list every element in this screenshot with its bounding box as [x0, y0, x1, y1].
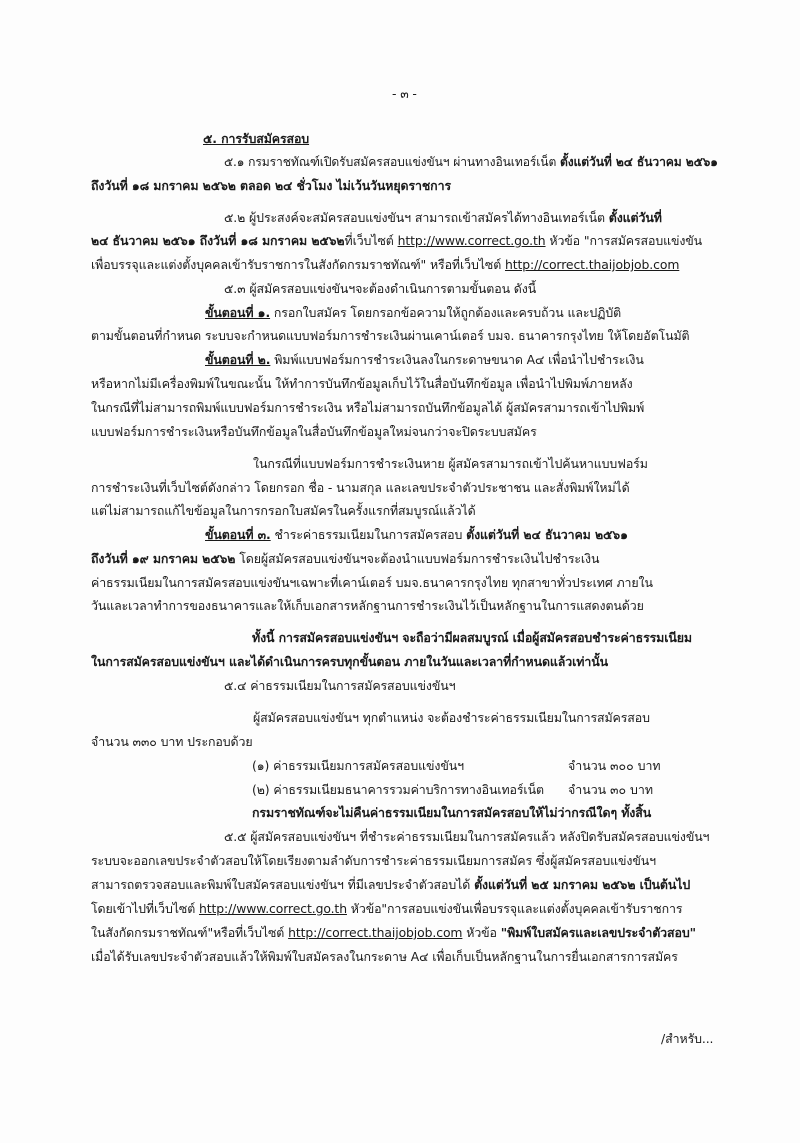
para-5-4-line-2: จำนวน ๓๓๐ บาท ประกอบด้วย — [91, 734, 253, 749]
step-3-line-2 — [91, 551, 599, 567]
fee-item-1-label: (๑) ค่าธรรมเนียมการสมัครสอบแข่งขันฯ — [252, 758, 464, 773]
correct-go-th-link[interactable]: http://www.correct.go.th — [397, 233, 546, 248]
para-5-2-line-2 — [91, 233, 702, 249]
step-1-label: ขั้นตอนที่ ๑. — [205, 305, 271, 320]
para-5-5-line-4 — [91, 901, 682, 917]
correct-go-th-link-2[interactable]: http://www.correct.go.th — [198, 901, 347, 916]
note-line-2: ในการสมัครสอบแข่งขันฯ และได้ดำเนินการครบทุกขั้นตอน ภายในวันและเวลาที่กำหนดแล้วเท่านั้น — [91, 654, 608, 669]
para-5-5-website-label: โดยเข้าไปที่เว็บไซต์ — [91, 901, 199, 916]
thaijobjob-link-2[interactable]: http://correct.thaijobjob.com — [288, 925, 463, 940]
section-title: ๕. การรับสมัครสอบ — [203, 131, 310, 146]
para-5-3-intro: ๕.๓ ผู้สมัครสอบแข่งขันฯจะต้องดำเนินการตามขั้นตอน ดังนี้ — [224, 281, 537, 296]
step-3-label: ขั้นตอนที่ ๓. — [205, 527, 271, 542]
continued-footer: /สำหรับ... — [661, 1031, 714, 1046]
step-3-line-4: วันและเวลาทำการของธนาคารและให้เก็บเอกสารหลักฐานการชำระเงินไว้เป็นหลักฐานในการแสดงตนด้วย — [91, 598, 644, 613]
step-2-line-1 — [205, 352, 644, 368]
para-5-1-date: ตั้งแต่วันที่ ๒๔ ธันวาคม ๒๕๖๑ — [559, 154, 718, 169]
step-1-line-1 — [205, 305, 621, 321]
step-1-text: กรอกใบสมัคร โดยกรอกข้อความให้ถูกต้องและครบถ้วน และปฏิบัติ — [270, 305, 622, 320]
para-5-2-date-range: ๒๔ ธันวาคม ๒๕๖๑ ถึงวันที่ ๑๘ มกราคม ๒๕๖๒ — [91, 233, 345, 248]
para-5-4-line-1: ผู้สมัครสอบแข่งขันฯ ทุกตำแหน่ง จะต้องชำระค่าธรรมเนียมในการสมัครสอบ — [253, 710, 650, 725]
para-5-5-line-2: ระบบจะออกเลขประจำตัวสอบให้โดยเรียงตามลำดับการชำระค่าธรรมเนียมการสมัคร ซึ่งผู้สมัครสอบแข่งขันฯ — [91, 853, 656, 868]
para-5-2-topic: หัวข้อ "การสมัครสอบแข่งขัน — [545, 233, 703, 248]
para-5-2-text: ๕.๒ ผู้ประสงค์จะสมัครสอบแข่งขันฯ สามารถเข้าสมัครได้ทางอินเทอร์เน็ต — [224, 210, 609, 225]
para-5-5-topic-name: "พิมพ์ใบสมัครและเลขประจำตัวสอบ" — [500, 925, 696, 940]
step-2-line-3: ในกรณีที่ไม่สามารถพิมพ์แบบฟอร์มการชำระเงิน หรือไม่สามารถบันทึกข้อมูลได้ ผู้สมัครสามารถเข้าไปพิมพ์ — [91, 400, 645, 415]
para-5-5-topic-label: หัวข้อ — [462, 925, 501, 940]
page-number: - ๓ - — [392, 86, 417, 101]
para-5-5-line-1: ๕.๕ ผู้สมัครสอบแข่งขันฯ ที่ชำระค่าธรรมเนียมในการสมัครแล้ว หลังปิดรับสมัครสอบแข่งขันฯ — [224, 829, 710, 844]
step-2-label: ขั้นตอนที่ ๒. — [205, 352, 271, 367]
fee-item-2-amount: จำนวน ๓๐ บาท — [568, 782, 654, 797]
step-2-line-2: หรือหากไม่มีเครื่องพิมพ์ในขณะนั้น ให้ทำการบันทึกข้อมูลเก็บไว้ในสื่อบันทึกข้อมูล เพื่อนำไปพิมพ์ภายหลัง — [91, 376, 633, 391]
lost-form-line-3: แต่ไม่สามารถแก้ไขข้อมูลในการกรอกใบสมัครในครั้งแรกที่สมบูรณ์แล้วได้ — [91, 503, 476, 518]
para-5-5-topic-cont: ในสังกัดกรมราชทัณฑ์"หรือที่เว็บไซต์ — [91, 925, 289, 940]
para-5-5-text: สามารถตรวจสอบและพิมพ์ใบสมัครสอบแข่งขันฯ ที่มีเลขประจำตัวสอบได้ — [91, 877, 475, 892]
step-3-text-cont: โดยผู้สมัครสอบแข่งขันฯจะต้องนำแบบฟอร์มการชำระเงินไปชำระเงิน — [235, 551, 600, 566]
step-3-date-start: ตั้งแต่วันที่ ๒๔ ธันวาคม ๒๕๖๑ — [466, 527, 628, 542]
para-5-5-line-3 — [91, 877, 690, 893]
para-5-2-line-3 — [91, 257, 679, 273]
fee-item-2-label: (๒) ค่าธรรมเนียมธนาคารรวมค่าบริการทางอินเทอร์เน็ต — [252, 782, 544, 797]
para-5-1-text: ๕.๑ กรมราชทัณฑ์เปิดรับสมัครสอบแข่งขันฯ ผ่านทางอินเทอร์เน็ต — [224, 154, 560, 169]
para-5-2-date-start: ตั้งแต่วันที่ — [608, 210, 662, 225]
step-3-line-3: ค่าธรรมเนียมในการสมัครสอบแข่งขันฯเฉพาะที่เคาน์เตอร์ บมจ.ธนาคารกรุงไทย ทุกสาขาทั่วประเทศ ภายใน — [91, 575, 653, 590]
thaijobjob-link[interactable]: http://correct.thaijobjob.com — [504, 257, 680, 272]
note-line-1: ทั้งนี้ การสมัครสอบแข่งขันฯ จะถือว่ามีผลสมบูรณ์ เมื่อผู้สมัครสอบชำระค่าธรรมเนียม — [252, 630, 692, 645]
para-5-1-line-1 — [224, 154, 718, 170]
para-5-4-title: ๕.๔ ค่าธรรมเนียมในการสมัครสอบแข่งขันฯ — [224, 678, 456, 693]
para-5-2-website-label: ที่เว็บไซต์ — [344, 233, 398, 248]
step-3-text: ชำระค่าธรรมเนียมในการสมัครสอบ — [270, 527, 467, 542]
fee-item-1-amount: จำนวน ๓๐๐ บาท — [568, 758, 661, 773]
para-5-1-line-2: ถึงวันที่ ๑๘ มกราคม ๒๕๖๒ ตลอด ๒๔ ชั่วโมง ไม่เว้นวันหยุดราชการ — [91, 178, 452, 193]
para-5-2-line-1 — [224, 210, 662, 226]
lost-form-line-1: ในกรณีที่แบบฟอร์มการชำระเงินหาย ผู้สมัครสามารถเข้าไปค้นหาแบบฟอร์ม — [253, 456, 648, 471]
no-refund-notice: กรมราชทัณฑ์จะไม่คืนค่าธรรมเนียมในการสมัครสอบให้ไม่ว่ากรณีใดๆ ทั้งสิ้น — [252, 805, 652, 820]
para-5-5-date: ตั้งแต่วันที่ ๒๕ มกราคม ๒๕๖๒ เป็นต้นไป — [474, 877, 691, 892]
step-3-date-end: ถึงวันที่ ๑๙ มกราคม ๒๕๖๒ — [91, 551, 236, 566]
step-3-line-1 — [205, 527, 628, 543]
para-5-5-line-6: เมื่อได้รับเลขประจำตัวสอบแล้วให้พิมพ์ใบสมัครลงในกระดาษ A๔ เพื่อเก็บเป็นหลักฐานในการยื่นเอกสารการสมัคร — [91, 949, 678, 964]
para-5-2-topic-cont: เพื่อบรรจุและแต่งตั้งบุคคลเข้ารับราชการในสังกัดกรมราชทัณฑ์" หรือที่เว็บไซต์ — [91, 257, 505, 272]
para-5-5-topic: หัวข้อ"การสอบแข่งขันเพื่อบรรจุและแต่งตั้งบุคคลเข้ารับราชการ — [346, 901, 683, 916]
step-1-line-2: ตามขั้นตอนที่กำหนด ระบบจะกำหนดแบบฟอร์มการชำระเงินผ่านเคาน์เตอร์ บมจ. ธนาคารกรุงไทย ให้โดยอัตโนมัติ — [91, 328, 690, 343]
lost-form-line-2: การชำระเงินที่เว็บไซต์ดังกล่าว โดยกรอก ชื่อ - นามสกุล และเลขประจำตัวประชาชน และสั่งพิมพ์ใหม่ได้ — [91, 480, 630, 495]
para-5-5-line-5 — [91, 925, 696, 941]
step-2-line-4: แบบฟอร์มการชำระเงินหรือบันทึกข้อมูลในสื่อบันทึกข้อมูลใหม่จนกว่าจะปิดระบบสมัคร — [91, 424, 537, 439]
step-2-text: พิมพ์แบบฟอร์มการชำระเงินลงในกระดาษขนาด A๔ เพื่อนำไปชำระเงิน — [270, 352, 644, 367]
